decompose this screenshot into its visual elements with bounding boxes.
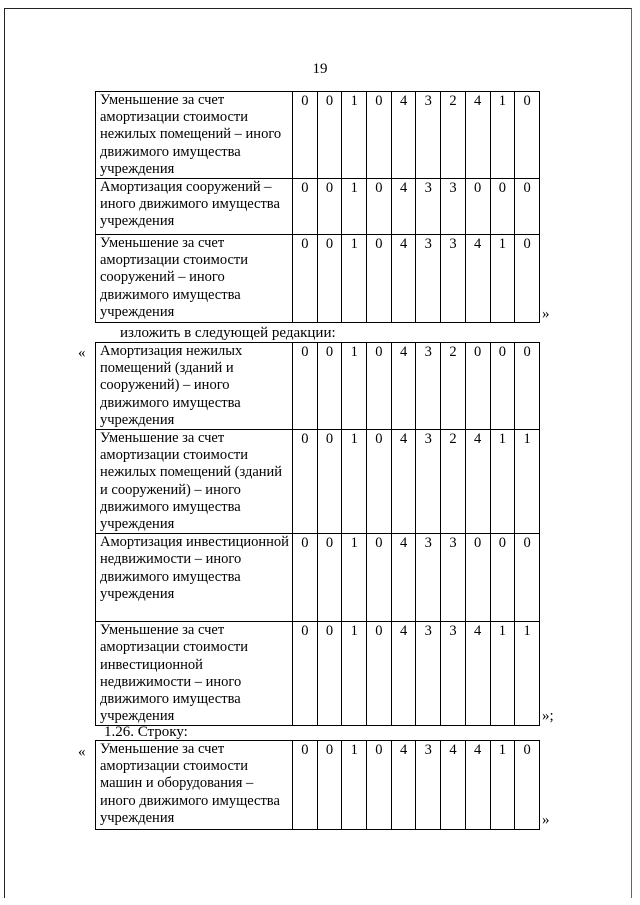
table-row <box>96 741 540 830</box>
code-digit: 0 <box>317 741 342 830</box>
code-digit: 4 <box>465 430 490 534</box>
code-digit: 4 <box>391 622 416 726</box>
code-digit: 4 <box>441 741 466 830</box>
code-digit: 1 <box>490 430 515 534</box>
code-digit: 0 <box>317 179 342 235</box>
code-digit: 3 <box>416 235 441 323</box>
code-digit: 0 <box>490 179 515 235</box>
code-table-3 <box>95 740 540 830</box>
code-digit: 0 <box>465 534 490 622</box>
code-digit: 0 <box>367 430 392 534</box>
row-label: Амортизация нежилых помещений (зданий и сооружений) – иного движимого имущества учреждения <box>96 343 293 430</box>
code-digit: 0 <box>293 235 318 323</box>
code-table-2 <box>95 342 540 726</box>
code-digit: 3 <box>441 534 466 622</box>
code-digit: 2 <box>441 92 466 179</box>
instruction-text: изложить в следующей редакции: <box>120 325 336 341</box>
row-label: Уменьшение за счет амортизации стоимости нежилых помещений – иного движимого имущества учреждения <box>96 92 293 179</box>
code-digit: 4 <box>465 92 490 179</box>
code-table-1 <box>95 91 540 323</box>
code-digit: 0 <box>293 343 318 430</box>
code-digit: 0 <box>293 534 318 622</box>
code-digit: 1 <box>490 622 515 726</box>
code-digit: 0 <box>317 343 342 430</box>
code-digit: 3 <box>441 179 466 235</box>
code-digit: 3 <box>416 92 441 179</box>
code-digit: 3 <box>416 741 441 830</box>
section-heading: 1.26. Строку: <box>104 724 188 740</box>
code-digit: 1 <box>342 430 367 534</box>
table-row <box>96 235 540 323</box>
code-digit: 4 <box>465 622 490 726</box>
code-digit: 4 <box>391 741 416 830</box>
code-digit: 0 <box>293 430 318 534</box>
closing-quote: »; <box>542 708 554 724</box>
opening-quote: « <box>78 345 86 361</box>
code-digit: 0 <box>367 534 392 622</box>
code-digit: 1 <box>490 235 515 323</box>
row-label: Амортизация инвестиционной недвижимости – иного движимого имущества учреждения <box>96 534 293 622</box>
code-digit: 1 <box>342 235 367 323</box>
row-label: Уменьшение за счет амортизации стоимости машин и оборудования – иного движимого имущества учреждения <box>96 741 293 830</box>
code-digit: 4 <box>391 343 416 430</box>
code-digit: 0 <box>367 622 392 726</box>
code-digit: 4 <box>391 92 416 179</box>
code-digit: 1 <box>342 741 367 830</box>
code-digit: 0 <box>293 179 318 235</box>
row-label: Уменьшение за счет амортизации стоимости нежилых помещений (зданий и сооружений) – иного движимого имущества учреждения <box>96 430 293 534</box>
opening-quote: « <box>78 744 86 760</box>
code-digit: 3 <box>416 343 441 430</box>
code-digit: 0 <box>515 235 540 323</box>
code-digit: 4 <box>391 430 416 534</box>
row-label: Уменьшение за счет амортизации стоимости инвестиционной недвижимости – иного движимого имущества учреждения <box>96 622 293 726</box>
code-digit: 0 <box>515 741 540 830</box>
table-row <box>96 622 540 726</box>
code-digit: 1 <box>515 430 540 534</box>
code-digit: 3 <box>416 534 441 622</box>
closing-quote: » <box>542 812 550 828</box>
code-digit: 0 <box>465 343 490 430</box>
code-digit: 1 <box>342 622 367 726</box>
code-digit: 2 <box>441 430 466 534</box>
code-digit: 1 <box>342 534 367 622</box>
table-row <box>96 343 540 430</box>
code-digit: 3 <box>441 622 466 726</box>
code-digit: 0 <box>293 741 318 830</box>
table-row <box>96 430 540 534</box>
code-digit: 0 <box>515 179 540 235</box>
code-digit: 4 <box>391 534 416 622</box>
code-digit: 4 <box>465 235 490 323</box>
code-digit: 0 <box>367 741 392 830</box>
code-digit: 4 <box>391 235 416 323</box>
code-digit: 0 <box>367 92 392 179</box>
table-row <box>96 92 540 179</box>
row-label: Амортизация сооружений – иного движимого имущества учреждения <box>96 179 293 235</box>
code-digit: 0 <box>515 534 540 622</box>
code-digit: 0 <box>490 343 515 430</box>
closing-quote: » <box>542 306 550 322</box>
code-digit: 4 <box>465 741 490 830</box>
code-digit: 0 <box>317 92 342 179</box>
code-digit: 3 <box>416 622 441 726</box>
code-digit: 0 <box>367 235 392 323</box>
code-digit: 0 <box>317 430 342 534</box>
code-digit: 0 <box>367 179 392 235</box>
code-digit: 3 <box>416 179 441 235</box>
code-digit: 1 <box>490 92 515 179</box>
code-digit: 1 <box>490 741 515 830</box>
code-digit: 1 <box>342 343 367 430</box>
code-digit: 1 <box>515 622 540 726</box>
page-number: 19 <box>312 61 328 77</box>
code-digit: 3 <box>416 430 441 534</box>
code-digit: 2 <box>441 343 466 430</box>
code-digit: 0 <box>515 343 540 430</box>
code-digit: 0 <box>293 622 318 726</box>
code-digit: 0 <box>367 343 392 430</box>
code-digit: 0 <box>317 235 342 323</box>
code-digit: 0 <box>515 92 540 179</box>
code-digit: 0 <box>293 92 318 179</box>
code-digit: 0 <box>317 534 342 622</box>
table-row <box>96 179 540 235</box>
code-digit: 1 <box>342 92 367 179</box>
code-digit: 4 <box>391 179 416 235</box>
table-row <box>96 534 540 622</box>
code-digit: 0 <box>317 622 342 726</box>
code-digit: 0 <box>490 534 515 622</box>
code-digit: 3 <box>441 235 466 323</box>
code-digit: 0 <box>465 179 490 235</box>
code-digit: 1 <box>342 179 367 235</box>
row-label: Уменьшение за счет амортизации стоимости сооружений – иного движимого имущества учреждения <box>96 235 293 323</box>
